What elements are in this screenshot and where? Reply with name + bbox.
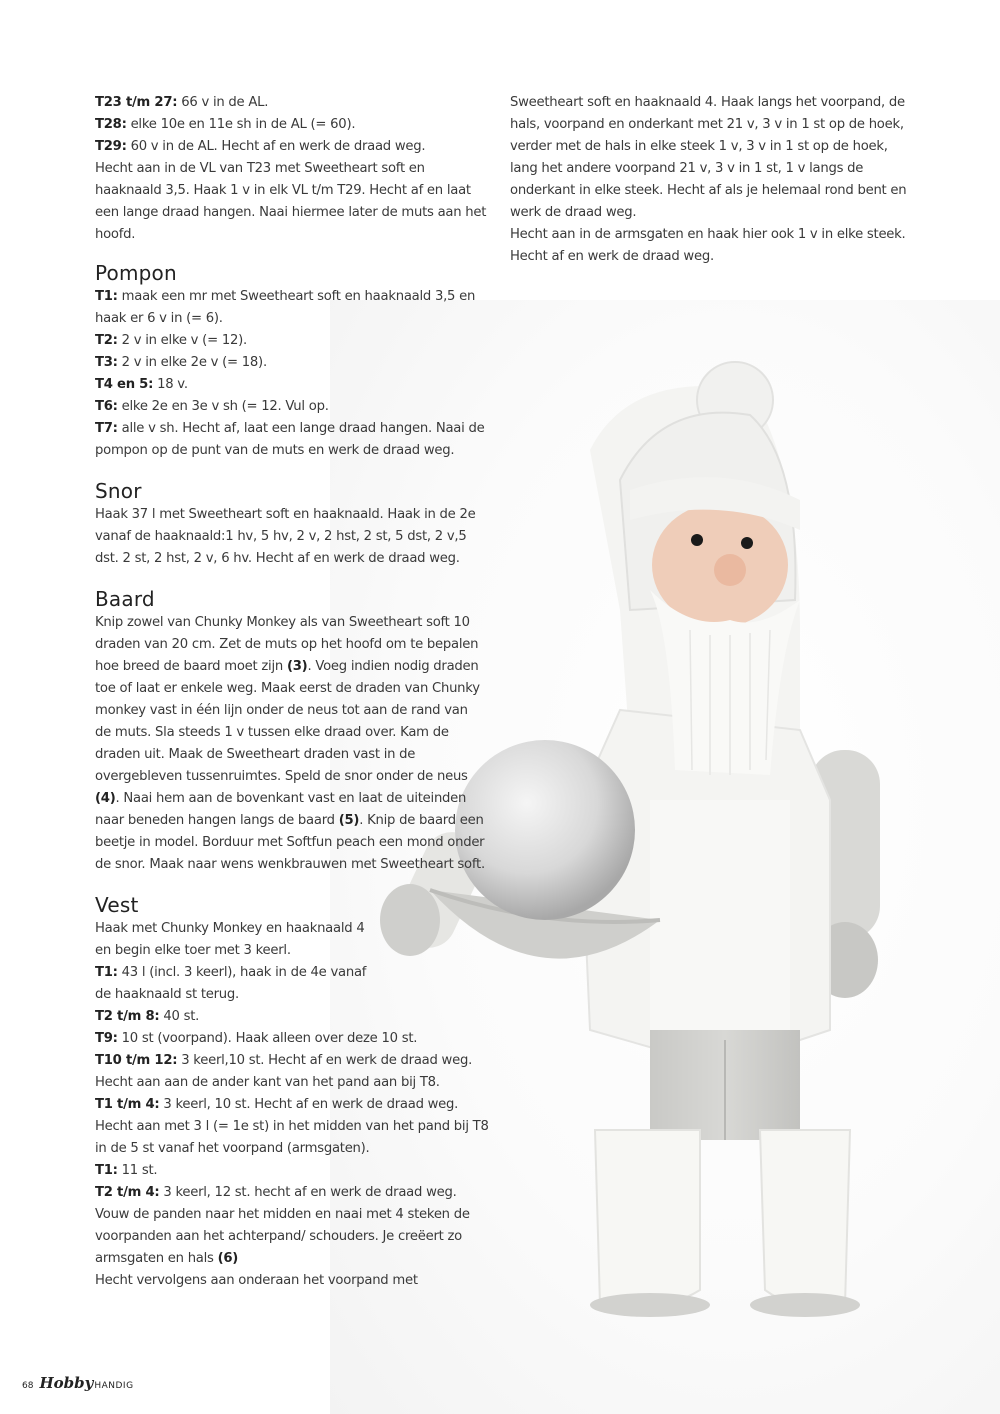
right-text-column [510, 92, 910, 268]
instruction-line: Hecht aan met 3 l (= 1e st) in het midden van het pand bij T8 in de 5 st vanaf het voorpand (armsgaten). [95, 1119, 489, 1156]
baard-text: Knip zowel van Chunky Monkey als van Sweetheart soft 10 draden van 20 cm. Zet de muts op het hoofd om te bepalen hoe breed de baard moet zijn (3). Voeg indien nodig draden toe of laat er enkele weg. Maak eerst de draden van Chunky monkey vast in één lijn onder de neus tot aan de rand van de muts. Sla steeds 1 v tussen elke draad over. Kam de draden uit. Maak de Sweetheart draden vast in de overgebleven tussenruimtes. Speld de snor onder de neus (4). Naai hem aan de bovenkant vast en laat de uiteinden naar beneden hangen langs de baard (5). Knip de baard een beetje in model. Borduur met Softfun peach een mond onder de snor. Maak naar wens wenkbrauwen met Sweetheart soft. [95, 615, 485, 872]
vest-outro-continued: Hecht vervolgens aan onderaan het voorpand met [95, 1273, 418, 1288]
instruction-line: T7: alle v sh. Hecht af, laat een lange draad hangen. Naai de pompon op de punt van de muts en werk de draad weg. [95, 421, 485, 458]
magazine-logo: Hobby [39, 1374, 94, 1392]
instruction-line: T4 en 5: 18 v. [95, 377, 188, 392]
instruction-line: T3: 2 v in elke 2e v (= 18). [95, 355, 267, 370]
instruction-line: T28: elke 10e en 11e sh in de AL (= 60). [95, 117, 356, 132]
instruction-line: T9: 10 st (voorpand). Haak alleen over deze 10 st. [95, 1031, 418, 1046]
instruction-line: T6: elke 2e en 3e v sh (= 12. Vul op. [95, 399, 329, 414]
instruction-line: T1: 43 l (incl. 3 keerl), haak in de 4e vanaf de haaknaald st terug. [95, 965, 367, 1002]
section-heading-vest: Vest [95, 893, 139, 917]
instruction-line: Hecht aan in de VL van T23 met Sweetheart soft en haaknaald 3,5. Haak 1 v in elk VL t/m T29. Hecht af en laat een lange draad hangen. Naai hiermee later de muts aan het hoofd. [95, 161, 487, 242]
instruction-line: T23 t/m 27: 66 v in de AL. [95, 95, 269, 110]
vest-border-text: Sweetheart soft en haaknaald 4. Haak langs het voorpand, de hals, voorpand en onderkant met 21 v, 3 v in 1 st op de hoek, verder met de hals in elke steek 1 v, 3 v in 1 st op de hoek, lang het andere voorpand 21 v, 3 v in 1 st, 1 v langs de onderkant in elke steek. Hecht af als je helemaal rond bent en werk de draad weg. [510, 95, 907, 220]
instruction-line: T2: 2 v in elke v (= 12). [95, 333, 247, 348]
instruction-line: T1: 11 st. [95, 1163, 158, 1178]
left-text-column [95, 92, 490, 1292]
instruction-line: Hecht aan aan de ander kant van het pand aan bij T8. [95, 1075, 440, 1090]
vest-intro: Haak met Chunky Monkey en haaknaald 4 en begin elke toer met 3 keerl. [95, 921, 365, 958]
instruction-line: T10 t/m 12: 3 keerl,10 st. Hecht af en werk de draad weg. [95, 1053, 473, 1068]
page-number: 68 [22, 1381, 34, 1391]
vest-outro: Vouw de panden naar het midden en naai met 4 steken de voorpanden aan het achterpand/ schouders. Je creëert zo armsgaten en hals (6) [95, 1207, 470, 1266]
page-footer [22, 1374, 134, 1392]
instruction-line: T1 t/m 4: 3 keerl, 10 st. Hecht af en werk de draad weg. [95, 1097, 459, 1112]
magazine-logo-suffix: HANDIG [94, 1381, 134, 1391]
pompon-section [95, 286, 490, 462]
instruction-line: T2 t/m 8: 40 st. [95, 1009, 200, 1024]
snor-text: Haak 37 l met Sweetheart soft en haaknaald. Haak in de 2e vanaf de haaknaald:1 hv, 5 hv, 2 v, 2 hst, 2 st, 5 dst, 2 v,5 dst. 2 st, 2 hst, 2 v, 6 hv. Hecht af en werk de draad weg. [95, 507, 476, 566]
vest-section [95, 918, 490, 1292]
section-heading-pompon: Pompon [95, 261, 177, 285]
instruction-line: T1: maak een mr met Sweetheart soft en haaknaald 3,5 en haak er 6 v in (= 6). [95, 289, 476, 326]
section-heading-snor: Snor [95, 479, 142, 503]
instruction-line: T2 t/m 4: 3 keerl, 12 st. hecht af en werk de draad weg. [95, 1185, 457, 1200]
instruction-line: T29: 60 v in de AL. Hecht af en werk de draad weg. [95, 139, 426, 154]
hat-rounds-section [95, 92, 490, 246]
armholes-text: Hecht aan in de armsgaten en haak hier ook 1 v in elke steek. Hecht af en werk de draad weg. [510, 227, 906, 264]
section-heading-baard: Baard [95, 587, 155, 611]
